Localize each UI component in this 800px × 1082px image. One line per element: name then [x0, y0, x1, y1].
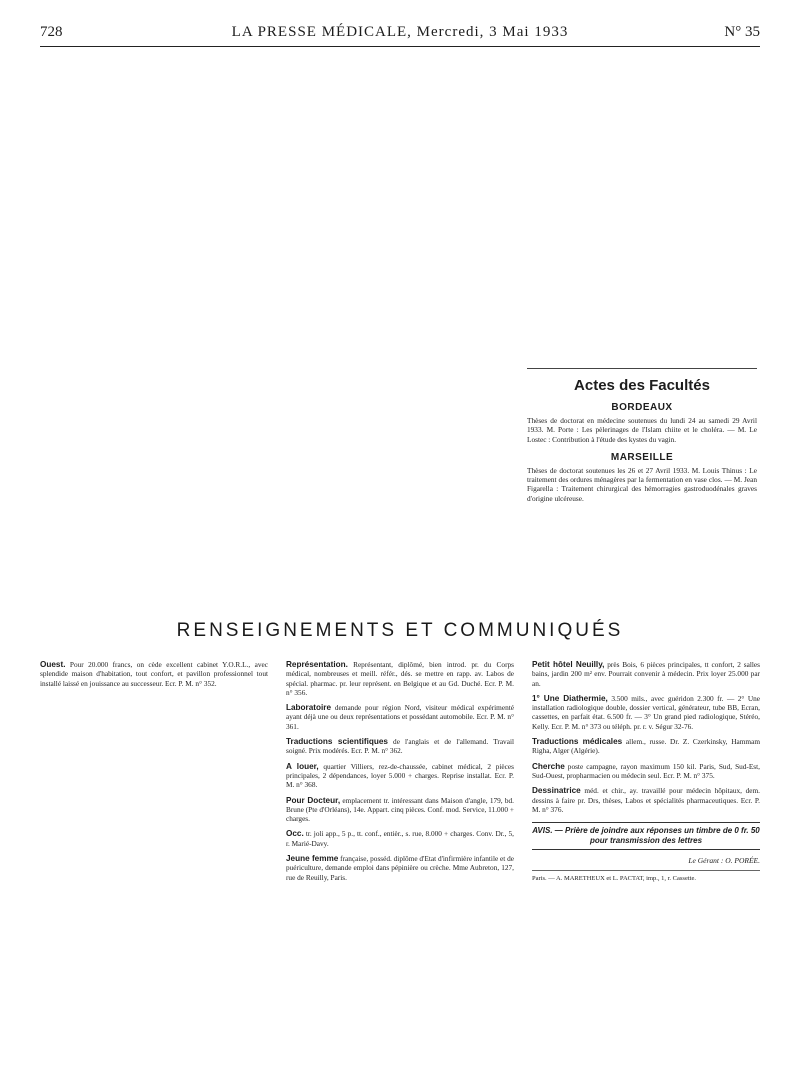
marseille-title: MARSEILLE	[610, 451, 674, 463]
ad-text: de l'anglais et de l'allemand. Travail soigné. Prix modérés. Ecr. P. M. n° 362.	[286, 737, 515, 756]
ad-head: Représentation.	[286, 660, 348, 669]
ad-item	[286, 854, 514, 882]
ad-item	[286, 660, 514, 697]
section-title: RENSEIGNEMENTS ET COMMUNIQUÉS	[176, 620, 624, 641]
actes-des-facultes-box	[527, 368, 757, 607]
ad-head: Occ.	[286, 829, 304, 839]
ad-item	[286, 737, 514, 756]
ad-head: A louer,	[286, 761, 319, 771]
ads-section	[40, 660, 760, 1060]
ads-column-2	[286, 660, 514, 888]
ads-column-3	[532, 660, 760, 882]
issue-number: N° 35	[724, 24, 760, 40]
ads-column-1	[40, 660, 268, 694]
ad-head: Pour Docteur,	[286, 795, 341, 805]
ad-head: Dessinatrice	[532, 786, 581, 796]
ad-item	[286, 703, 514, 731]
ad-item	[40, 660, 268, 688]
ad-head: Traductions médicales	[532, 737, 623, 747]
ad-item	[532, 737, 760, 756]
ad-head: Petit hôtel Neuilly,	[532, 660, 605, 669]
ad-head: Traductions scientifiques	[286, 737, 388, 747]
gerant-signature: Le Gérant : O. PORÉE.	[688, 856, 760, 866]
avis-notice: AVIS. — Prière de joindre aux réponses un timbre de 0 fr. 50 pour transmission des lettres	[532, 822, 760, 850]
ad-text: française, posséd. diplôme d'Etat d'infirmière infantile et de puériculture, demande emploi dans pépinière ou crèche. Mme Aubreton, 127, rue de Reuilly, Paris.	[286, 854, 515, 882]
ad-item	[532, 660, 760, 688]
ad-head: 1° Une Diathermie,	[532, 693, 608, 703]
ad-item	[532, 786, 760, 814]
ad-text: emplacement tr. intéressant dans Maison d'angle, 179, bd. Brune (Pte d'Orléans), 14e. Appart. cinq pièces. Conf. mod. Service, 11.000 + charges.	[286, 795, 514, 824]
ad-head: Laboratoire	[286, 703, 332, 713]
journal-title: LA PRESSE MÉDICALE, Mercredi, 3 Mai 1933	[231, 24, 569, 40]
ad-text: allem., russe. Dr. Z. Czerkinsky, Hammam Righa, Alger (Algérie).	[532, 737, 761, 756]
ad-text: tr. joli app., 5 p., tt. conf., entièr., s. rue, 8.000 + charges. Conv. Dr., 5, r. Marié-Davy.	[286, 829, 514, 848]
ad-head: Ouest.	[40, 660, 66, 669]
bordeaux-title: BORDEAUX	[611, 402, 673, 413]
ad-text: quartier Villiers, rez-de-chaussée, cabinet médical, 2 pièces principales, 2 dépendances, loyer 5.000 + charges. Reprise installat. Ecr. P. M. n° 368.	[286, 761, 514, 790]
page-header	[40, 24, 760, 47]
ad-text: demande pour région Nord, visiteur médical expérimenté ayant déjà une ou deux représentations et possédant automobile. Ecr. P. M. n° 361.	[286, 703, 514, 731]
ad-text: poste campagne, rayon maximum 150 kil. Paris, Sud, Sud-Est, Sud-Ouest, propharmacien ou médecin seul. Ecr. P. M. n° 375.	[532, 761, 760, 780]
marseille-text: Thèses de doctorat soutenues les 26 et 27 Avril 1933. M. Louis Thinus : Le traitement des ordures ménagères par la fermentation en vase clos. — M. Jean Figarella : Traitement chirurgical des hémorragies gastroduodénales graves d'origine ulcéreuse.	[527, 465, 757, 503]
ad-text: Pour 20.000 francs, on cède excellent cabinet Y.O.R.L., avec splendide maison d'habitation, tout confort, et pavillon professionnel tout installé laissé en jouissance au successeur. Ecr. P. M. n° 352.	[40, 660, 269, 688]
ad-text: près Bois, 6 pièces principales, tt confort, 2 salles bains, jardin 200 m² env. Pourrait convenir à médecin. Prix loyer 25.000 par an.	[532, 660, 760, 688]
bordeaux-text: Thèses de doctorat en médecine soutenues du lundi 24 au samedi 29 Avril 1933. M. Porte : Les pèlerinages de l'Islam chiite et le choléra. — M. Le Lostec : Contribution à l'étude des kystes du vagin.	[527, 416, 757, 444]
ad-item	[286, 796, 514, 824]
printer-line: Paris. — A. MARETHEUX et L. PACTAT, imp., 1, r. Cassette.	[532, 870, 760, 882]
ad-item	[286, 762, 514, 790]
facultes-heading: Actes des Facultés	[574, 377, 710, 394]
ad-item	[532, 694, 760, 731]
ad-item	[532, 762, 760, 781]
page-number: 728	[40, 24, 63, 40]
ad-item	[286, 829, 514, 848]
ad-head: Cherche	[532, 761, 565, 771]
ad-text: 3.500 mils., avec guéridon 2.300 fr. — 2° Une installation radiologique double, dossier vertical, générateur, tube BB, Ecran, cassettes, en parfait état. 6.500 fr. — 3° Un grand pied radiologique, Stéréo, Kelly. Ecr. P. M. n° 373 ou téléph. pr. r. v. Ségur 32-76.	[532, 693, 760, 731]
ad-head: Jeune femme	[286, 854, 339, 864]
ad-text: Représentant, diplômé, bien introd. pr. du Corps médical, nombreuses et meill. référ., dés. se mettre en rapp. av. Labos de spécial. pharmac. pr. leur représent. en Belgique et au Gd. Duché. Ecr. P. M. n° 356.	[286, 660, 514, 697]
ad-text: méd. et chir., ay. travaillé pour médecin hôpitaux, dem. dessins à faire pr. Drs, thèses, Labos et spécialités pharmaceutiques. Ecr. P. M. n° 376.	[532, 786, 760, 814]
